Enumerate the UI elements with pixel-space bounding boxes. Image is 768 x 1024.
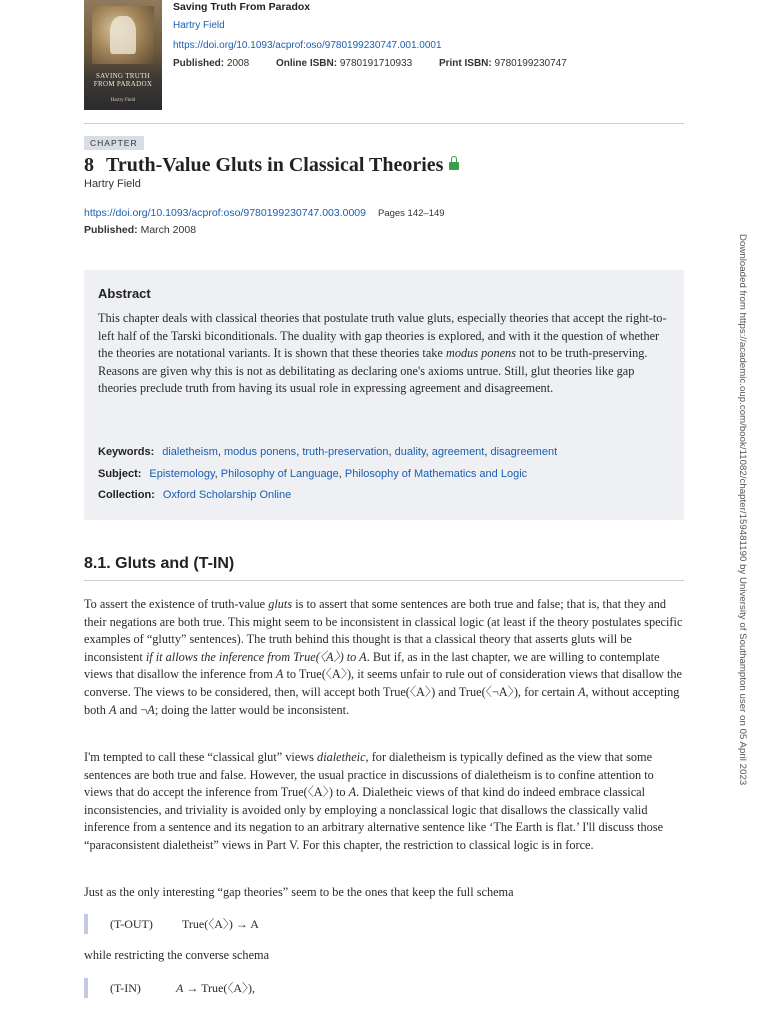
text-italic: if it allows the inference from True(〈A〉) to A xyxy=(145,649,367,664)
collection-row xyxy=(98,489,291,501)
paragraph-2 xyxy=(84,749,684,855)
subject-label: Subject: xyxy=(98,468,142,480)
chapter-published-label: Published: xyxy=(84,224,138,236)
keyword-link[interactable]: duality xyxy=(394,446,426,458)
text-italic: A xyxy=(348,785,357,800)
keywords-label: Keywords: xyxy=(98,446,155,458)
text-italic: A xyxy=(275,667,284,682)
print-isbn-label: Print ISBN: xyxy=(438,58,492,69)
section-heading: 8.1. Gluts and (T-IN) xyxy=(84,555,235,572)
text-run: ; doing the latter would be inconsistent. xyxy=(154,702,350,717)
text-run: , without accepting both xyxy=(84,684,680,717)
chapter-title xyxy=(84,152,459,178)
text-run: and ¬ xyxy=(116,702,148,717)
paragraph-3: Just as the only interesting “gap theories” seem to be the ones that keep the full schema xyxy=(84,885,514,899)
abstract-box xyxy=(84,270,684,520)
subject-link[interactable]: Philosophy of Language xyxy=(220,468,339,480)
section-divider xyxy=(84,580,684,581)
text-italic: A xyxy=(147,702,155,717)
paragraph-4: while restricting the converse schema xyxy=(84,948,270,962)
book-published-label: Published: xyxy=(173,58,225,69)
cover-title: SAVING TRUTH FROM PARADOX xyxy=(93,72,153,88)
chapter-published-value: March 2008 xyxy=(140,224,197,236)
formula-t-out xyxy=(84,914,388,934)
abstract-title: Abstract xyxy=(98,286,151,301)
abstract-text-italic: modus ponens xyxy=(445,346,516,361)
cover-art xyxy=(92,6,154,64)
collection-label: Collection: xyxy=(98,489,155,501)
book-cover-image[interactable] xyxy=(84,0,162,110)
text-italic: A xyxy=(578,684,586,699)
formula-t-in xyxy=(84,978,388,998)
formula-label: (T-OUT) xyxy=(110,917,153,931)
paragraph-1 xyxy=(84,596,684,719)
book-published-value: 2008 xyxy=(226,58,250,69)
text-italic: dialetheic xyxy=(317,750,366,764)
text-run: is to assert that some sentences are both true and false; that is, that they and their negations are both true. This might seem to be inconsistent in classical logic (at least if the theory postulates specific examples of “glutty” sentences). The truth behind this thought is that a classical theory that asserts gluts will be inconsistent xyxy=(84,597,683,664)
abstract-text-part: This chapter deals with classical theories that postulate truth value gluts, especially theories that accept the right-to-left half of the Tarski biconditionals. The duality with gap theories is explored, and with it the question of whether the theories are notational variants. It is shown that these theories take xyxy=(98,311,667,361)
chapter-number: 8 xyxy=(84,154,94,176)
text-run: I'm tempted to call these “classical glut” views xyxy=(84,750,318,764)
text-run: , for dialetheism is typically defined as the view that some sentences are both true and false. However, the usual practice in discussions of dialetheism is to confine attention to views that do accept the inference from True(〈A〉) to xyxy=(84,750,654,800)
chapter-badge: CHAPTER xyxy=(84,136,144,150)
text-run: . Dialetheic views of that kind do indeed embrace classical inconsistencies, and triviality is avoided only by employing a nonclassical logic that disallows the classically valid inference from a sentence and its negation to an arbitrary alternative sentence like ‘The Earth is flat.’ I'll discuss those “paraconsistent dialetheist” views in Part V. For this chapter, the restriction to classical logic is in force. xyxy=(84,785,664,852)
collection-link[interactable]: Oxford Scholarship Online xyxy=(162,489,292,501)
chapter-published xyxy=(84,224,196,236)
online-isbn-label: Online ISBN: xyxy=(275,58,338,69)
text-run: to True(〈A〉), it seems unfair to rule out of consideration views that disallow the converse. The views to be considered, then, will accept both True(〈A〉) and True(〈¬A〉), for certain xyxy=(84,667,682,699)
subject-row: Subject: Epistemology, Philosophy of Language, Philosophy of Mathematics and Logic xyxy=(98,468,528,480)
chapter-title-text: Truth-Value Gluts in Classical Theories xyxy=(106,154,444,176)
formula-expression xyxy=(176,978,255,998)
text-run: . But if, as in the last chapter, we are willing to contemplate views that disallow the inference from xyxy=(84,649,660,682)
chapter-doi-link[interactable]: https://doi.org/10.1093/acprof:oso/9780199230747.003.0009 xyxy=(84,207,366,219)
book-author-link[interactable]: Hartry Field xyxy=(173,20,225,31)
online-isbn-value: 9780191710933 xyxy=(339,58,413,69)
abstract-text xyxy=(98,310,672,398)
book-publication-info xyxy=(173,57,591,71)
chapter-pages: Pages 142–149 xyxy=(377,208,445,219)
keyword-link[interactable]: modus ponens xyxy=(224,446,297,458)
formula-expression: True(〈A〉) → A xyxy=(182,917,259,931)
cover-author: Hartry Field xyxy=(110,98,136,103)
abstract-text-part: not to be truth-preserving. Reasons are given why this is not as debilitating as declaring one's axioms untrue. Still, glut theories like gap theories preclude truth from having its usual role in expressing agreement and disagreement. xyxy=(98,346,648,396)
chapter-doi-line xyxy=(84,207,445,219)
keyword-link[interactable]: truth-preservation xyxy=(302,446,389,458)
keywords-row: Keywords: dialetheism, modus ponens, truth-preservation, duality, agreement, disagreement xyxy=(98,446,558,458)
book-title[interactable]: Saving Truth From Paradox xyxy=(173,1,311,13)
text-italic: A xyxy=(108,702,117,717)
formula-variable: A xyxy=(176,981,184,995)
keyword-link[interactable]: disagreement xyxy=(490,446,558,458)
print-isbn-value: 9780199230747 xyxy=(494,58,567,69)
download-watermark xyxy=(736,234,750,790)
lock-icon xyxy=(449,162,459,170)
formula-label: (T-IN) xyxy=(110,981,141,995)
header-divider xyxy=(84,123,684,124)
chapter-author: Hartry Field xyxy=(84,178,141,190)
text-run: To assert the existence of truth-value xyxy=(84,597,269,611)
keyword-link[interactable]: agreement xyxy=(431,446,485,458)
download-watermark-text: Downloaded from https://academic.oup.com/book/11082/chapter/159481190 by University of Southampton user on 05 April 2023 xyxy=(737,234,748,786)
book-doi-link[interactable]: https://doi.org/10.1093/acprof:oso/9780199230747.001.0001 xyxy=(173,40,442,51)
formula-rest: → True(〈A〉), xyxy=(183,981,256,995)
subject-link[interactable]: Philosophy of Mathematics and Logic xyxy=(344,468,528,480)
text-italic: gluts xyxy=(268,597,293,611)
subject-link[interactable]: Epistemology xyxy=(149,468,215,480)
keyword-link[interactable]: dialetheism xyxy=(162,446,218,458)
book-meta xyxy=(173,0,591,71)
